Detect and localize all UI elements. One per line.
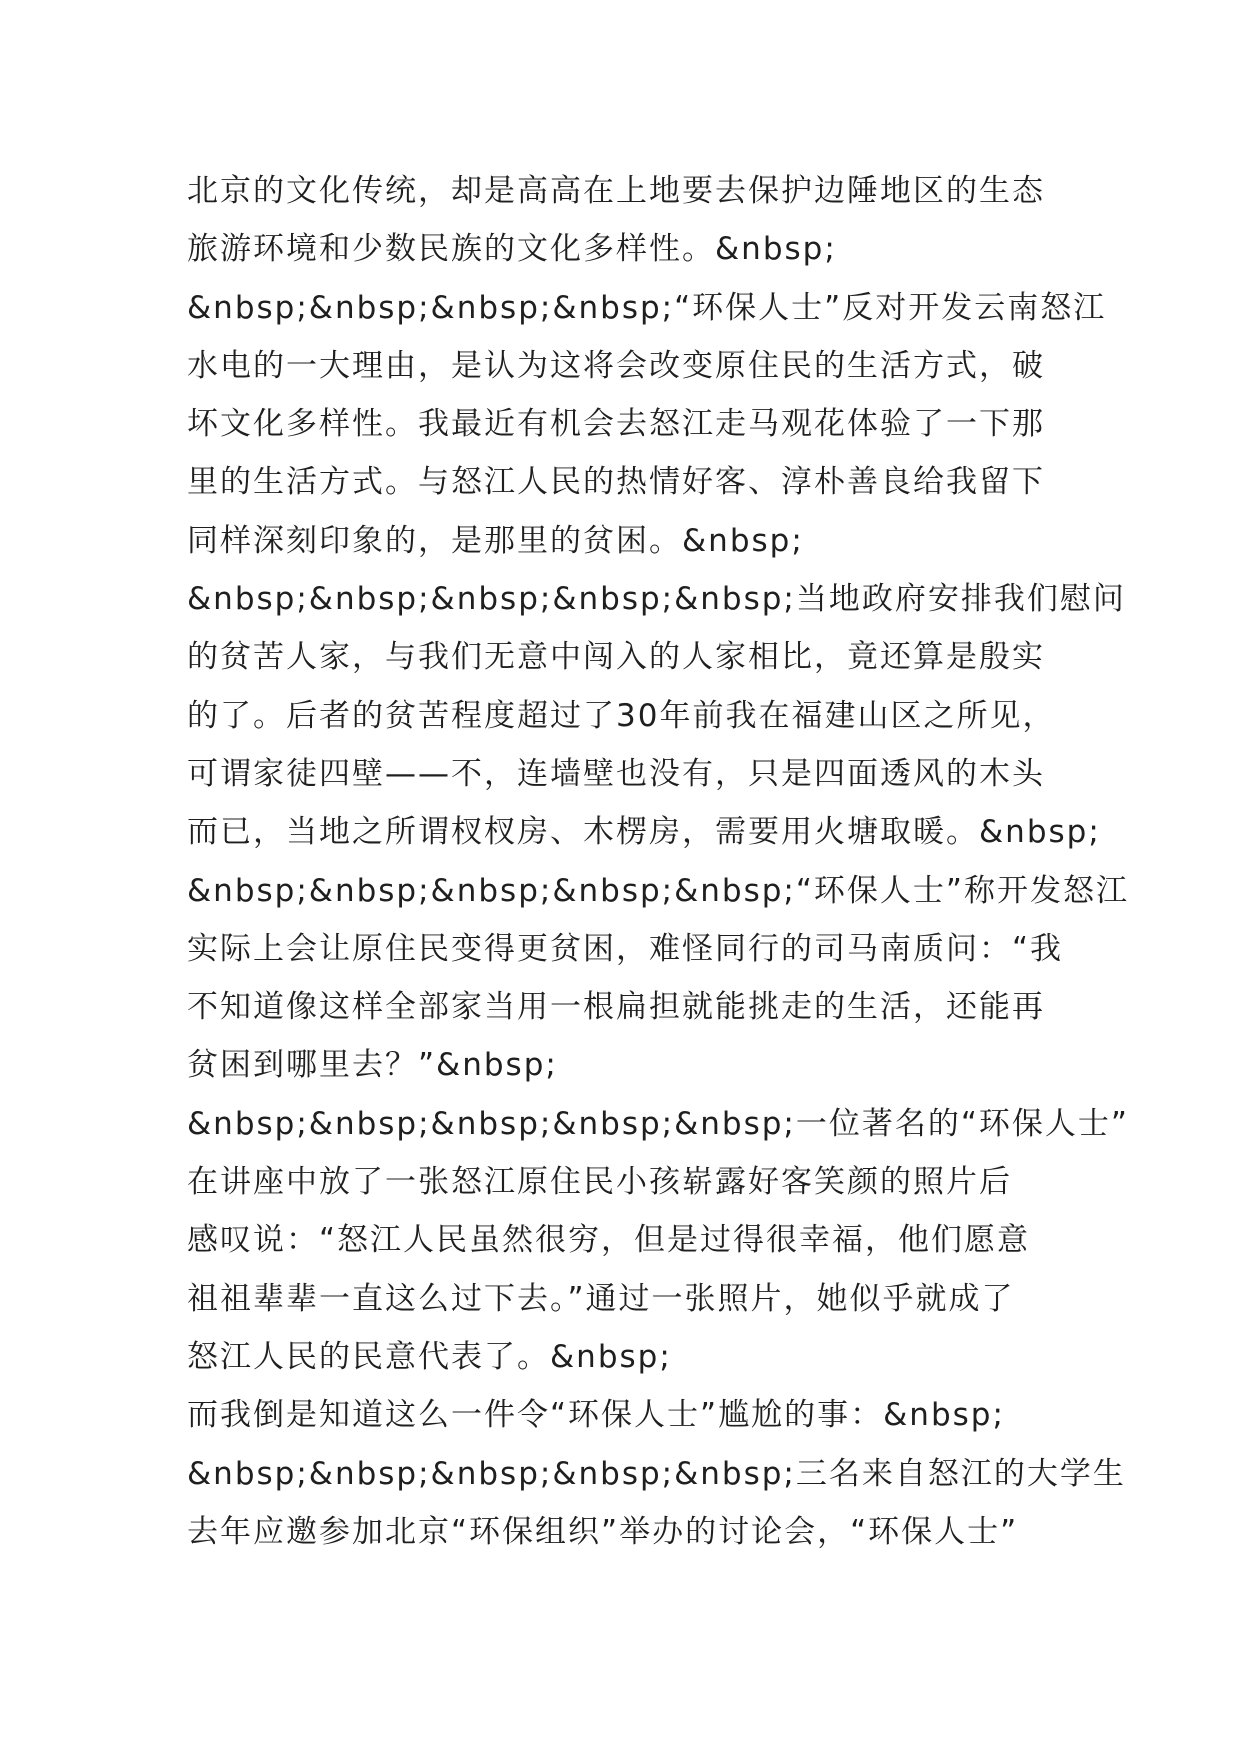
text-line-10: 的了。后者的贫苦程度超过了30年前我在福建山区之所见， <box>187 697 1056 734</box>
text-line-17: &nbsp;&nbsp;&nbsp;&nbsp;&nbsp;一位著名的“环保人士” <box>187 1105 1129 1142</box>
text-line-24: 去年应邀参加北京“环保组织”举办的讨论会，“环保人士” <box>187 1513 1019 1550</box>
text-line-21: 怒江人民的民意代表了。&nbsp; <box>187 1338 672 1375</box>
text-line-18: 在讲座中放了一张怒江原住民小孩崭露好客笑颜的照片后 <box>187 1164 1012 1201</box>
text-line-2: 旅游环境和少数民族的文化多样性。&nbsp; <box>187 231 837 268</box>
text-line-7: 同样深刻印象的，是那里的贫困。&nbsp; <box>187 522 804 559</box>
text-line-1: 北京的文化传统，却是高高在上地要去保护边陲地区的生态 <box>187 173 1045 209</box>
text-line-20: 祖祖辈辈一直这么过下去。”通过一张照片，她似乎就成了 <box>187 1280 1015 1317</box>
text-line-22: 而我倒是知道这么一件令“环保人士”尴尬的事：&nbsp; <box>187 1397 1005 1434</box>
text-line-14: 实际上会让原住民变得更贫困，难怪同行的司马南质问：“我 <box>187 930 1064 967</box>
text-line-5: 坏文化多样性。我最近有机会去怒江走马观花体验了一下那 <box>187 406 1045 443</box>
text-line-9: 的贫苦人家，与我们无意中闯入的人家相比，竟还算是殷实 <box>187 639 1045 676</box>
text-line-19: 感叹说：“怒江人民虽然很穷，但是过得很幸福，他们愿意 <box>187 1222 1031 1259</box>
text-line-8: &nbsp;&nbsp;&nbsp;&nbsp;&nbsp;当地政府安排我们慰问 <box>187 581 1126 618</box>
article-body <box>187 162 1129 1561</box>
text-line-11: 可谓家徒四壁——不，连墙壁也没有，只是四面透风的木头 <box>187 755 1045 792</box>
text-line-23: &nbsp;&nbsp;&nbsp;&nbsp;&nbsp;三名来自怒江的大学生 <box>187 1455 1126 1492</box>
text-line-12: 而已，当地之所谓杈杈房、木楞房，需要用火塘取暖。&nbsp; <box>187 814 1101 851</box>
text-line-13: &nbsp;&nbsp;&nbsp;&nbsp;&nbsp;“环保人士”称开发怒江 <box>187 872 1129 909</box>
text-line-3: &nbsp;&nbsp;&nbsp;&nbsp;“环保人士”反对开发云南怒江 <box>187 289 1107 326</box>
text-line-15: 不知道像这样全部家当用一根扁担就能挑走的生活，还能再 <box>187 989 1045 1026</box>
text-line-16: 贫困到哪里去？”&nbsp; <box>187 1047 558 1084</box>
text-line-4: 水电的一大理由，是认为这将会改变原住民的生活方式，破 <box>187 347 1045 384</box>
text-line-6: 里的生活方式。与怒江人民的热情好客、淳朴善良给我留下 <box>187 464 1045 501</box>
